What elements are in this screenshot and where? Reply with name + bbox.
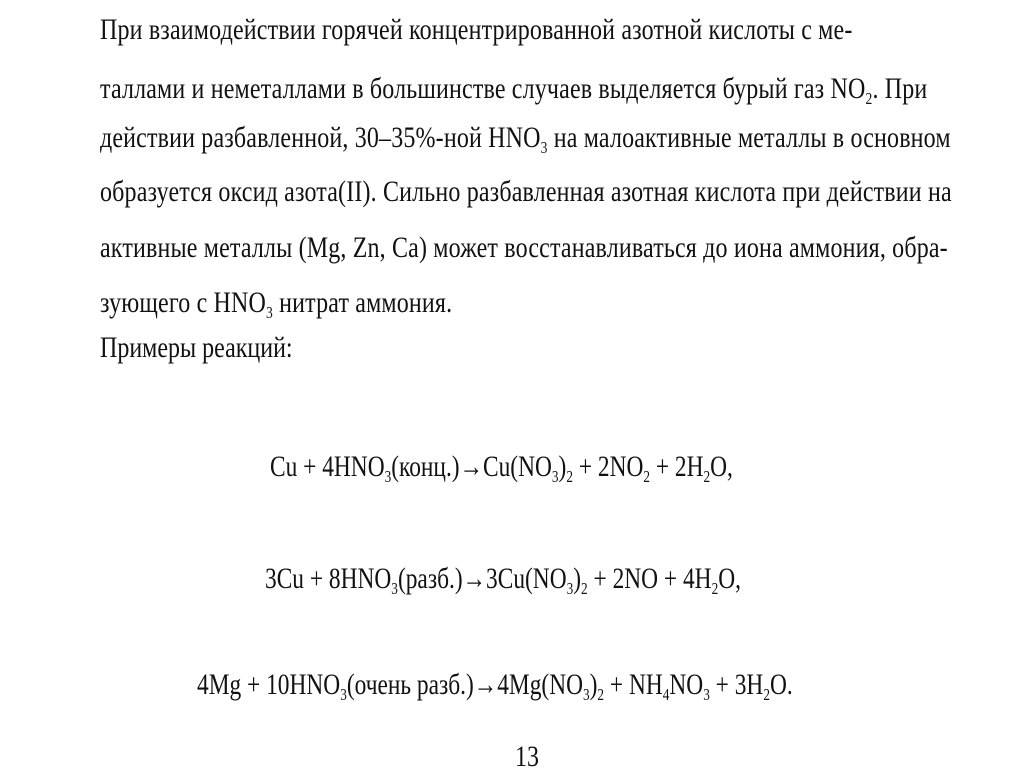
text-run: (разб.)→3Cu(NO	[397, 562, 567, 595]
text-run: NO	[669, 668, 704, 701]
text-run: O,	[718, 562, 741, 595]
subscript: 2	[581, 579, 588, 598]
paragraph-line-2	[100, 71, 928, 108]
text-run: + 2H	[649, 450, 704, 483]
subscript: 3	[703, 685, 710, 704]
paragraph-line-3	[100, 120, 951, 157]
subscript: 2	[566, 467, 573, 486]
subscript: 2	[763, 685, 770, 704]
text-run: O.	[769, 668, 793, 701]
text-run: действии разбавленной, 30–35%-ной HNO	[100, 121, 541, 154]
subscript: 2	[643, 467, 650, 486]
text-run: )	[589, 668, 598, 701]
text-run: образуется оксид азота(II). Сильно разбавленная азотная кислота при действии на	[100, 175, 952, 208]
subscript: 3	[540, 138, 548, 157]
subscript: 3	[266, 303, 273, 322]
equation-1	[270, 449, 733, 485]
equation-2	[265, 561, 741, 597]
paragraph-line-6	[100, 285, 804, 321]
text-run: . При	[872, 72, 928, 105]
subscript: 2	[597, 685, 605, 704]
subscript: 3	[340, 685, 347, 704]
text-run: активные металлы (Mg, Zn, Ca) может восстанавливаться до иона аммония, обра-	[100, 231, 948, 264]
text-run: (конц.)→Cu(NO	[391, 450, 552, 483]
text-run: Cu + 4HNO	[270, 450, 385, 483]
examples-heading: Примеры реакций:	[100, 331, 293, 364]
text-run: )	[558, 450, 567, 483]
text-run: (очень разб.)→4Mg(NO	[346, 668, 584, 701]
paragraph-line-4	[100, 174, 952, 210]
page-number: 13	[515, 740, 539, 773]
text-run: + 2NO	[572, 450, 644, 483]
subscript: 2	[865, 89, 873, 108]
text-run: 3Cu + 8HNO	[265, 562, 392, 595]
text-run: на малоактивные металлы в основном	[547, 121, 951, 154]
text-run: )	[573, 562, 582, 595]
text-run: O,	[710, 450, 733, 483]
text-run: таллами и неметаллами в большинстве случаев выделяется бурый газ NO	[100, 72, 866, 105]
paragraph-line-1	[100, 12, 853, 48]
text-run: нитрат аммония.	[272, 286, 453, 319]
subscript: 3	[551, 467, 559, 486]
subscript: 3	[384, 467, 392, 486]
subscript: 3	[566, 579, 574, 598]
text-run: + 3H	[709, 668, 764, 701]
text-run: 4Mg + 10HNO	[197, 668, 341, 701]
text-run: зующего с HNO	[100, 286, 267, 319]
text-run: + 2NO + 4H	[587, 562, 712, 595]
text-run: + NH	[604, 668, 663, 701]
equation-3	[197, 667, 793, 703]
paragraph-line-5	[100, 230, 948, 266]
subscript: 4	[662, 685, 670, 704]
subscript: 3	[583, 685, 590, 704]
subscript: 2	[711, 579, 719, 598]
text-run: При взаимодействии горячей концентрированной азотной кислоты с ме-	[100, 13, 853, 46]
subscript: 3	[391, 579, 398, 598]
subscript: 2	[703, 467, 711, 486]
